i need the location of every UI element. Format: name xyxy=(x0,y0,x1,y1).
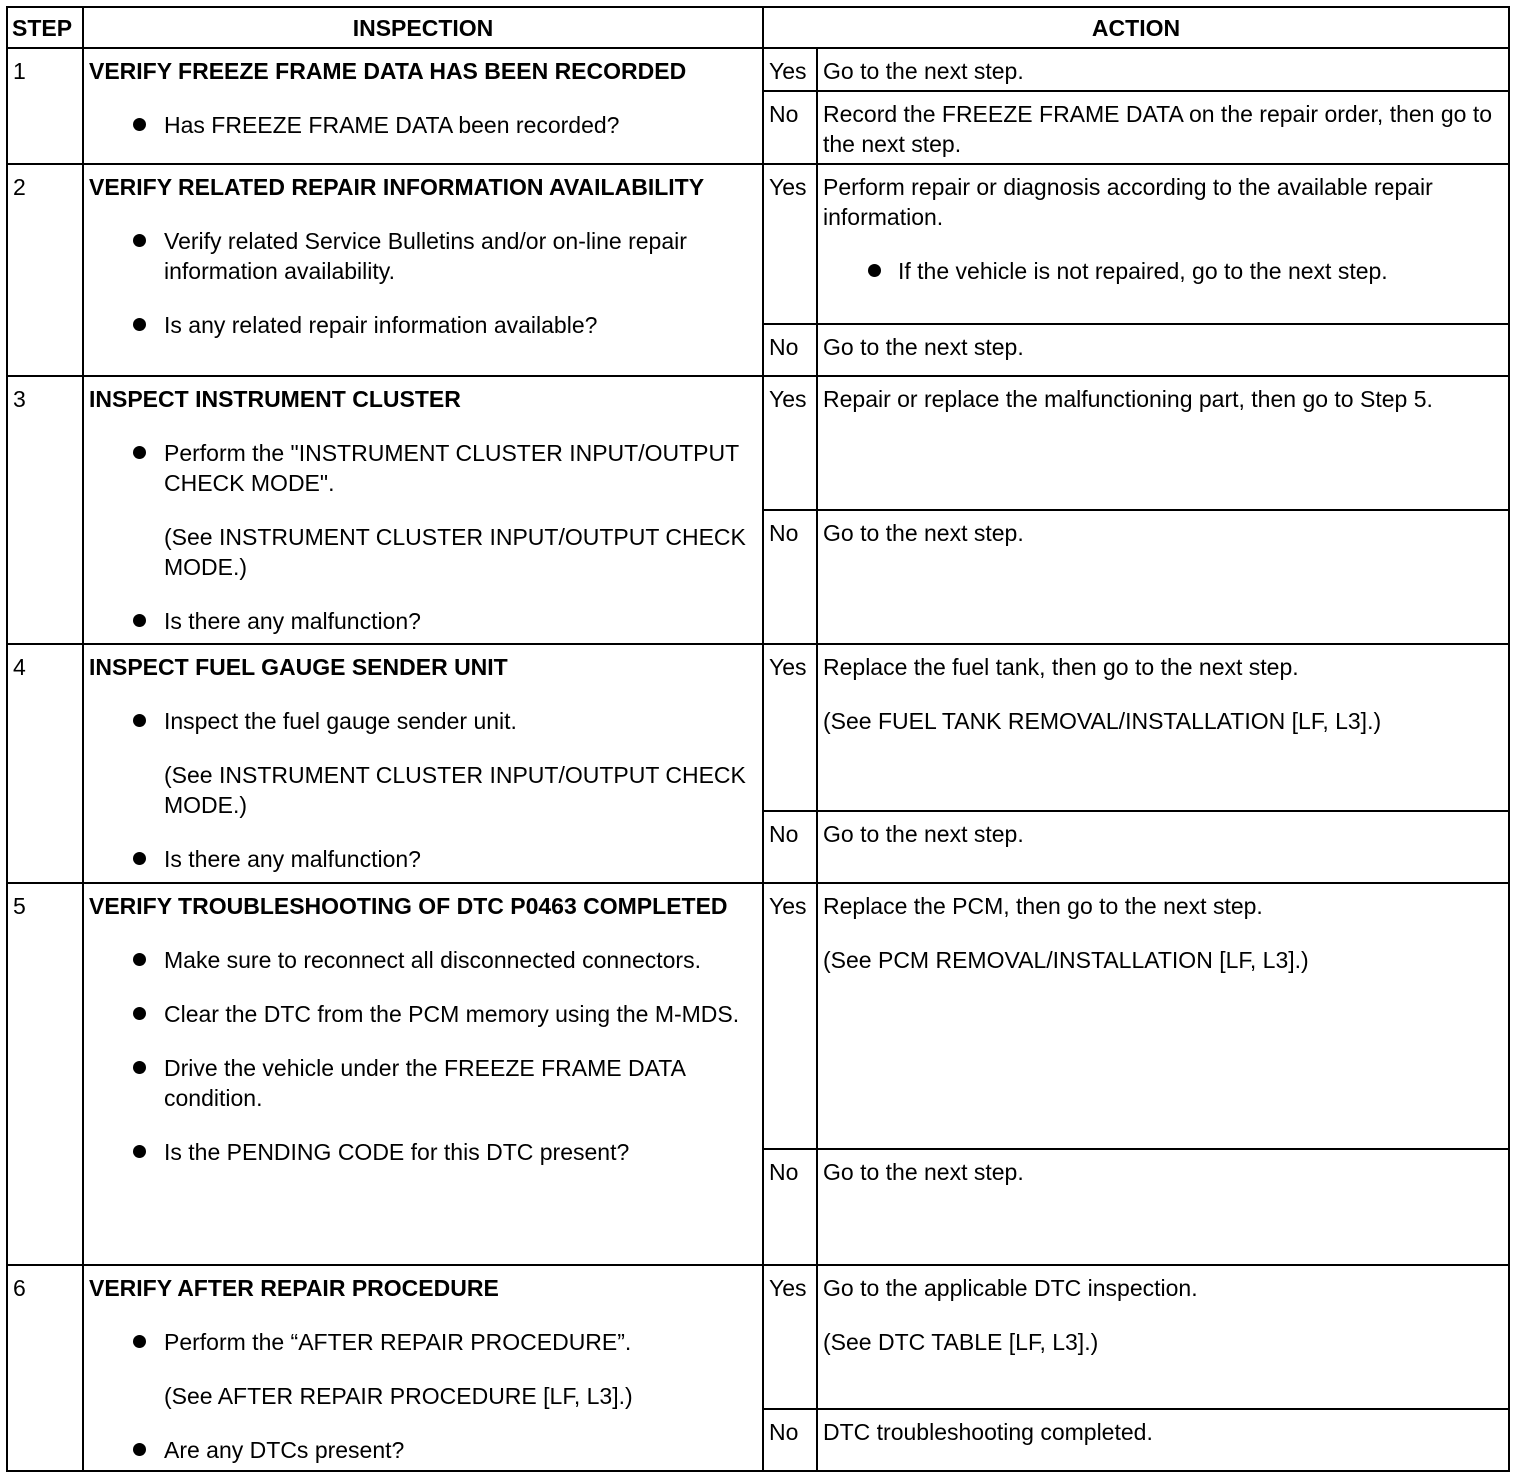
table-row xyxy=(7,164,1509,324)
bullet-icon xyxy=(133,118,146,131)
bullet-icon xyxy=(133,614,146,627)
no-label: No xyxy=(763,1149,817,1265)
troubleshooting-table xyxy=(6,6,1510,1472)
inspection-bullet: Is there any malfunction? xyxy=(89,606,757,636)
inspection-bullets xyxy=(89,945,757,1167)
inspection-bullets xyxy=(89,844,757,874)
inspection-cell xyxy=(83,164,763,376)
bullet-icon xyxy=(133,1335,146,1348)
no-action: Go to the next step. xyxy=(817,324,1509,376)
no-action: DTC troubleshooting completed. xyxy=(817,1409,1509,1471)
yes-action: Replace the fuel tank, then go to the next step. (See FUEL TANK REMOVAL/INSTALLATION [LF, L3].) xyxy=(817,644,1509,810)
inspection-bullets xyxy=(89,606,757,636)
inspection-bullets xyxy=(89,1327,757,1357)
table-row xyxy=(7,644,1509,810)
inspection-cell xyxy=(83,376,763,644)
inspection-bullet: Has FREEZE FRAME DATA been recorded? xyxy=(89,110,757,140)
yes-action: Go to the next step. xyxy=(817,48,1509,91)
action-bullet: If the vehicle is not repaired, go to the next step. xyxy=(823,256,1503,286)
table-row xyxy=(7,883,1509,1149)
yes-label: Yes xyxy=(763,48,817,91)
no-action: Go to the next step. xyxy=(817,1149,1509,1265)
inspection-cell xyxy=(83,883,763,1265)
step-title: VERIFY RELATED REPAIR INFORMATION AVAILABILITY xyxy=(89,174,705,201)
reference-note: (See FUEL TANK REMOVAL/INSTALLATION [LF, L3].) xyxy=(823,708,1382,735)
inspection-bullet: Is any related repair information available? xyxy=(89,310,757,340)
step-number: 3 xyxy=(7,376,83,644)
yes-action: Perform repair or diagnosis according to the available repair information. If the vehicle is not repaired, go to the next step. xyxy=(817,164,1509,324)
yes-label: Yes xyxy=(763,376,817,510)
reference-note: (See INSTRUMENT CLUSTER INPUT/OUTPUT CHECK MODE.) xyxy=(164,524,746,581)
table-header-row xyxy=(7,7,1509,48)
reference-note: (See INSTRUMENT CLUSTER INPUT/OUTPUT CHECK MODE.) xyxy=(164,762,746,819)
inspection-bullet: Perform the "INSTRUMENT CLUSTER INPUT/OUTPUT CHECK MODE". xyxy=(89,438,757,498)
inspection-cell xyxy=(83,1265,763,1471)
inspection-bullet: Clear the DTC from the PCM memory using the M-MDS. xyxy=(89,999,757,1029)
step-title: INSPECT INSTRUMENT CLUSTER xyxy=(89,386,461,413)
reference-note: (See DTC TABLE [LF, L3].) xyxy=(823,1328,1099,1355)
step-title: VERIFY TROUBLESHOOTING OF DTC P0463 COMPLETED xyxy=(89,892,728,919)
inspection-bullets xyxy=(89,706,757,736)
yes-action: Replace the PCM, then go to the next step. (See PCM REMOVAL/INSTALLATION [LF, L3].) xyxy=(817,883,1509,1149)
step-number: 5 xyxy=(7,883,83,1265)
reference-note: (See PCM REMOVAL/INSTALLATION [LF, L3].) xyxy=(823,946,1309,973)
bullet-icon xyxy=(868,264,881,277)
inspection-bullet: Is there any malfunction? xyxy=(89,844,757,874)
inspection-bullets xyxy=(89,110,757,140)
inspection-bullet: Verify related Service Bulletins and/or on-line repair information availability. xyxy=(89,226,757,286)
no-label: No xyxy=(763,324,817,376)
bullet-icon xyxy=(133,852,146,865)
bullet-icon xyxy=(133,1007,146,1020)
yes-label: Yes xyxy=(763,1265,817,1409)
inspection-bullet: Is the PENDING CODE for this DTC present? xyxy=(89,1137,757,1167)
step-title: VERIFY FREEZE FRAME DATA HAS BEEN RECORDED xyxy=(89,58,687,84)
reference-note: (See AFTER REPAIR PROCEDURE [LF, L3].) xyxy=(164,1382,633,1409)
step-title: VERIFY AFTER REPAIR PROCEDURE xyxy=(89,1274,499,1301)
bullet-icon xyxy=(133,318,146,331)
table-row xyxy=(7,48,1509,91)
no-label: No xyxy=(763,91,817,164)
step-number: 2 xyxy=(7,164,83,376)
inspection-bullet: Perform the “AFTER REPAIR PROCEDURE”. xyxy=(89,1327,757,1357)
header-inspection: INSPECTION xyxy=(83,7,763,48)
step-title: INSPECT FUEL GAUGE SENDER UNIT xyxy=(89,654,508,681)
no-action: Record the FREEZE FRAME DATA on the repair order, then go to the next step. xyxy=(817,91,1509,164)
bullet-icon xyxy=(133,714,146,727)
step-number: 6 xyxy=(7,1265,83,1471)
no-action: Go to the next step. xyxy=(817,811,1509,883)
inspection-bullets xyxy=(89,226,757,340)
header-step: STEP xyxy=(7,7,83,48)
step-number: 1 xyxy=(7,48,83,164)
bullet-icon xyxy=(133,234,146,247)
inspection-bullet: Inspect the fuel gauge sender unit. xyxy=(89,706,757,736)
yes-label: Yes xyxy=(763,644,817,810)
table-row xyxy=(7,1265,1509,1409)
inspection-cell xyxy=(83,644,763,882)
inspection-bullet: Are any DTCs present? xyxy=(89,1435,757,1465)
inspection-cell xyxy=(83,48,763,164)
inspection-bullet: Make sure to reconnect all disconnected connectors. xyxy=(89,945,757,975)
inspection-bullets xyxy=(89,438,757,498)
table-row xyxy=(7,376,1509,510)
yes-action: Go to the applicable DTC inspection. (See DTC TABLE [LF, L3].) xyxy=(817,1265,1509,1409)
yes-label: Yes xyxy=(763,883,817,1149)
inspection-bullet: Drive the vehicle under the FREEZE FRAME DATA condition. xyxy=(89,1053,757,1113)
step-number: 4 xyxy=(7,644,83,882)
bullet-icon xyxy=(133,1443,146,1456)
bullet-icon xyxy=(133,1061,146,1074)
bullet-icon xyxy=(133,446,146,459)
inspection-bullets xyxy=(89,1435,757,1465)
no-action: Go to the next step. xyxy=(817,510,1509,644)
no-label: No xyxy=(763,1409,817,1471)
no-label: No xyxy=(763,811,817,883)
header-action: ACTION xyxy=(763,7,1509,48)
yes-action: Repair or replace the malfunctioning part, then go to Step 5. xyxy=(817,376,1509,510)
no-label: No xyxy=(763,510,817,644)
yes-label: Yes xyxy=(763,164,817,324)
bullet-icon xyxy=(133,1145,146,1158)
bullet-icon xyxy=(133,953,146,966)
